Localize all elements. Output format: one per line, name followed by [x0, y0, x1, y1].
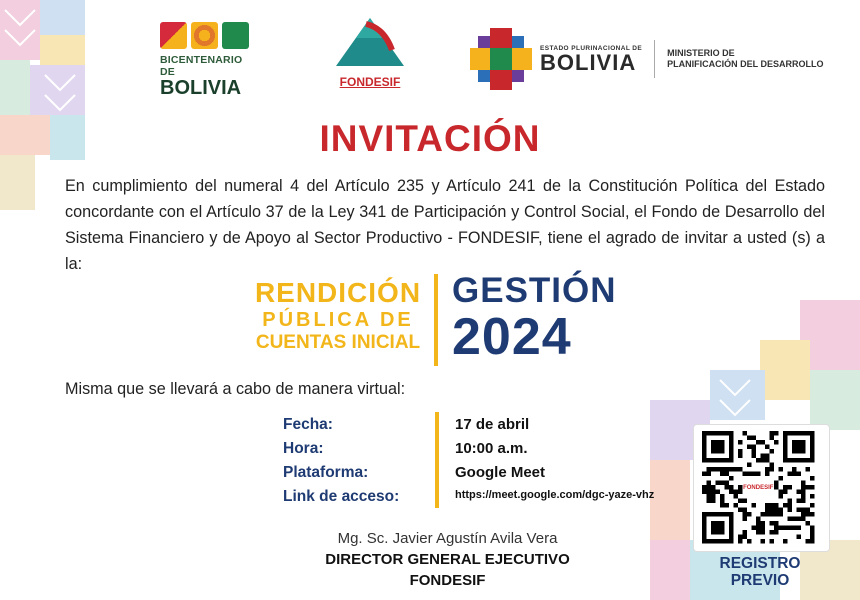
hora-label: Hora:: [283, 440, 324, 457]
registro-previo-caption: [700, 555, 820, 589]
invitation-title: INVITACIÓN: [319, 118, 541, 159]
signatory-org: FONDESIF: [409, 572, 486, 589]
meet-link[interactable]: https://meet.google.com/dgc-yaze-vhz: [455, 489, 655, 501]
signature-block: [305, 528, 590, 591]
hora-value: 10:00 a.m.: [455, 440, 528, 457]
rendicion-line3: CUENTAS INICIAL: [255, 332, 421, 353]
fondesif-logo-text: FONDESIF: [339, 75, 401, 89]
signatory-role: DIRECTOR GENERAL EJECUTIVO: [325, 551, 570, 568]
estado-plurinacional-logo: [470, 28, 823, 90]
details-values: [455, 413, 654, 505]
logo-divider: [654, 40, 655, 78]
fondesif-logo: [330, 14, 410, 89]
gestion-year: 2024: [452, 308, 572, 366]
invitation-paragraph: En cumplimiento del numeral 4 del Artículo 235 y Artículo 241 de la Constitución Política del Estado concordante con el Artículo 37 de la Ley 341 de Participación y Control Social, el Fondo de Desarrollo del Sistema Financiero y de Apoyo al Sector Productivo - FONDESIF, tiene el agrado de invitar a usted (s) a la:: [65, 177, 825, 273]
chakana-emblem-icon: [470, 28, 532, 90]
details-divider: [435, 412, 439, 508]
estado-big-text: BOLIVIA: [540, 49, 637, 75]
registro-line1: REGISTRO: [719, 555, 801, 572]
fecha-value: 17 de abril: [455, 416, 530, 433]
bicentenario-line1: BICENTENARIO DE: [160, 54, 243, 78]
plataforma-value: Google Meet: [455, 464, 546, 481]
gestion-label: GESTIÓN: [452, 271, 617, 310]
rendicion-block: [252, 278, 424, 354]
bicentenario-line2: BOLIVIA: [160, 77, 242, 99]
event-divider: [434, 274, 438, 366]
rendicion-line2: PÚBLICA DE: [262, 309, 414, 331]
virtual-text: Misma que se llevará a cabo de manera virtual:: [65, 380, 406, 398]
details-labels: [283, 413, 399, 509]
bicentenario-logo: [160, 22, 260, 98]
bicentenario-emblem-icon: [160, 22, 260, 49]
qr-center-label: FONDESIF: [743, 485, 774, 492]
fondesif-mountain-icon: [332, 14, 408, 68]
registro-line2: PREVIO: [730, 572, 790, 589]
qr-code[interactable]: [693, 424, 830, 552]
signatory-name: Mg. Sc. Javier Agustín Avila Vera: [337, 530, 558, 547]
gestion-block: [452, 272, 617, 364]
link-label: Link de acceso:: [283, 488, 400, 505]
fecha-label: Fecha:: [283, 416, 333, 433]
plataforma-label: Plataforma:: [283, 464, 369, 481]
qr-code-icon: [702, 431, 820, 545]
estado-small-text: ESTADO PLURINACIONAL DE: [540, 44, 643, 52]
ministerio-line1: MINISTERIO DE: [667, 48, 735, 58]
rendicion-line1: RENDICIÓN: [254, 277, 422, 308]
ministerio-line2: PLANIFICACIÓN DEL DESARROLLO: [667, 59, 824, 69]
